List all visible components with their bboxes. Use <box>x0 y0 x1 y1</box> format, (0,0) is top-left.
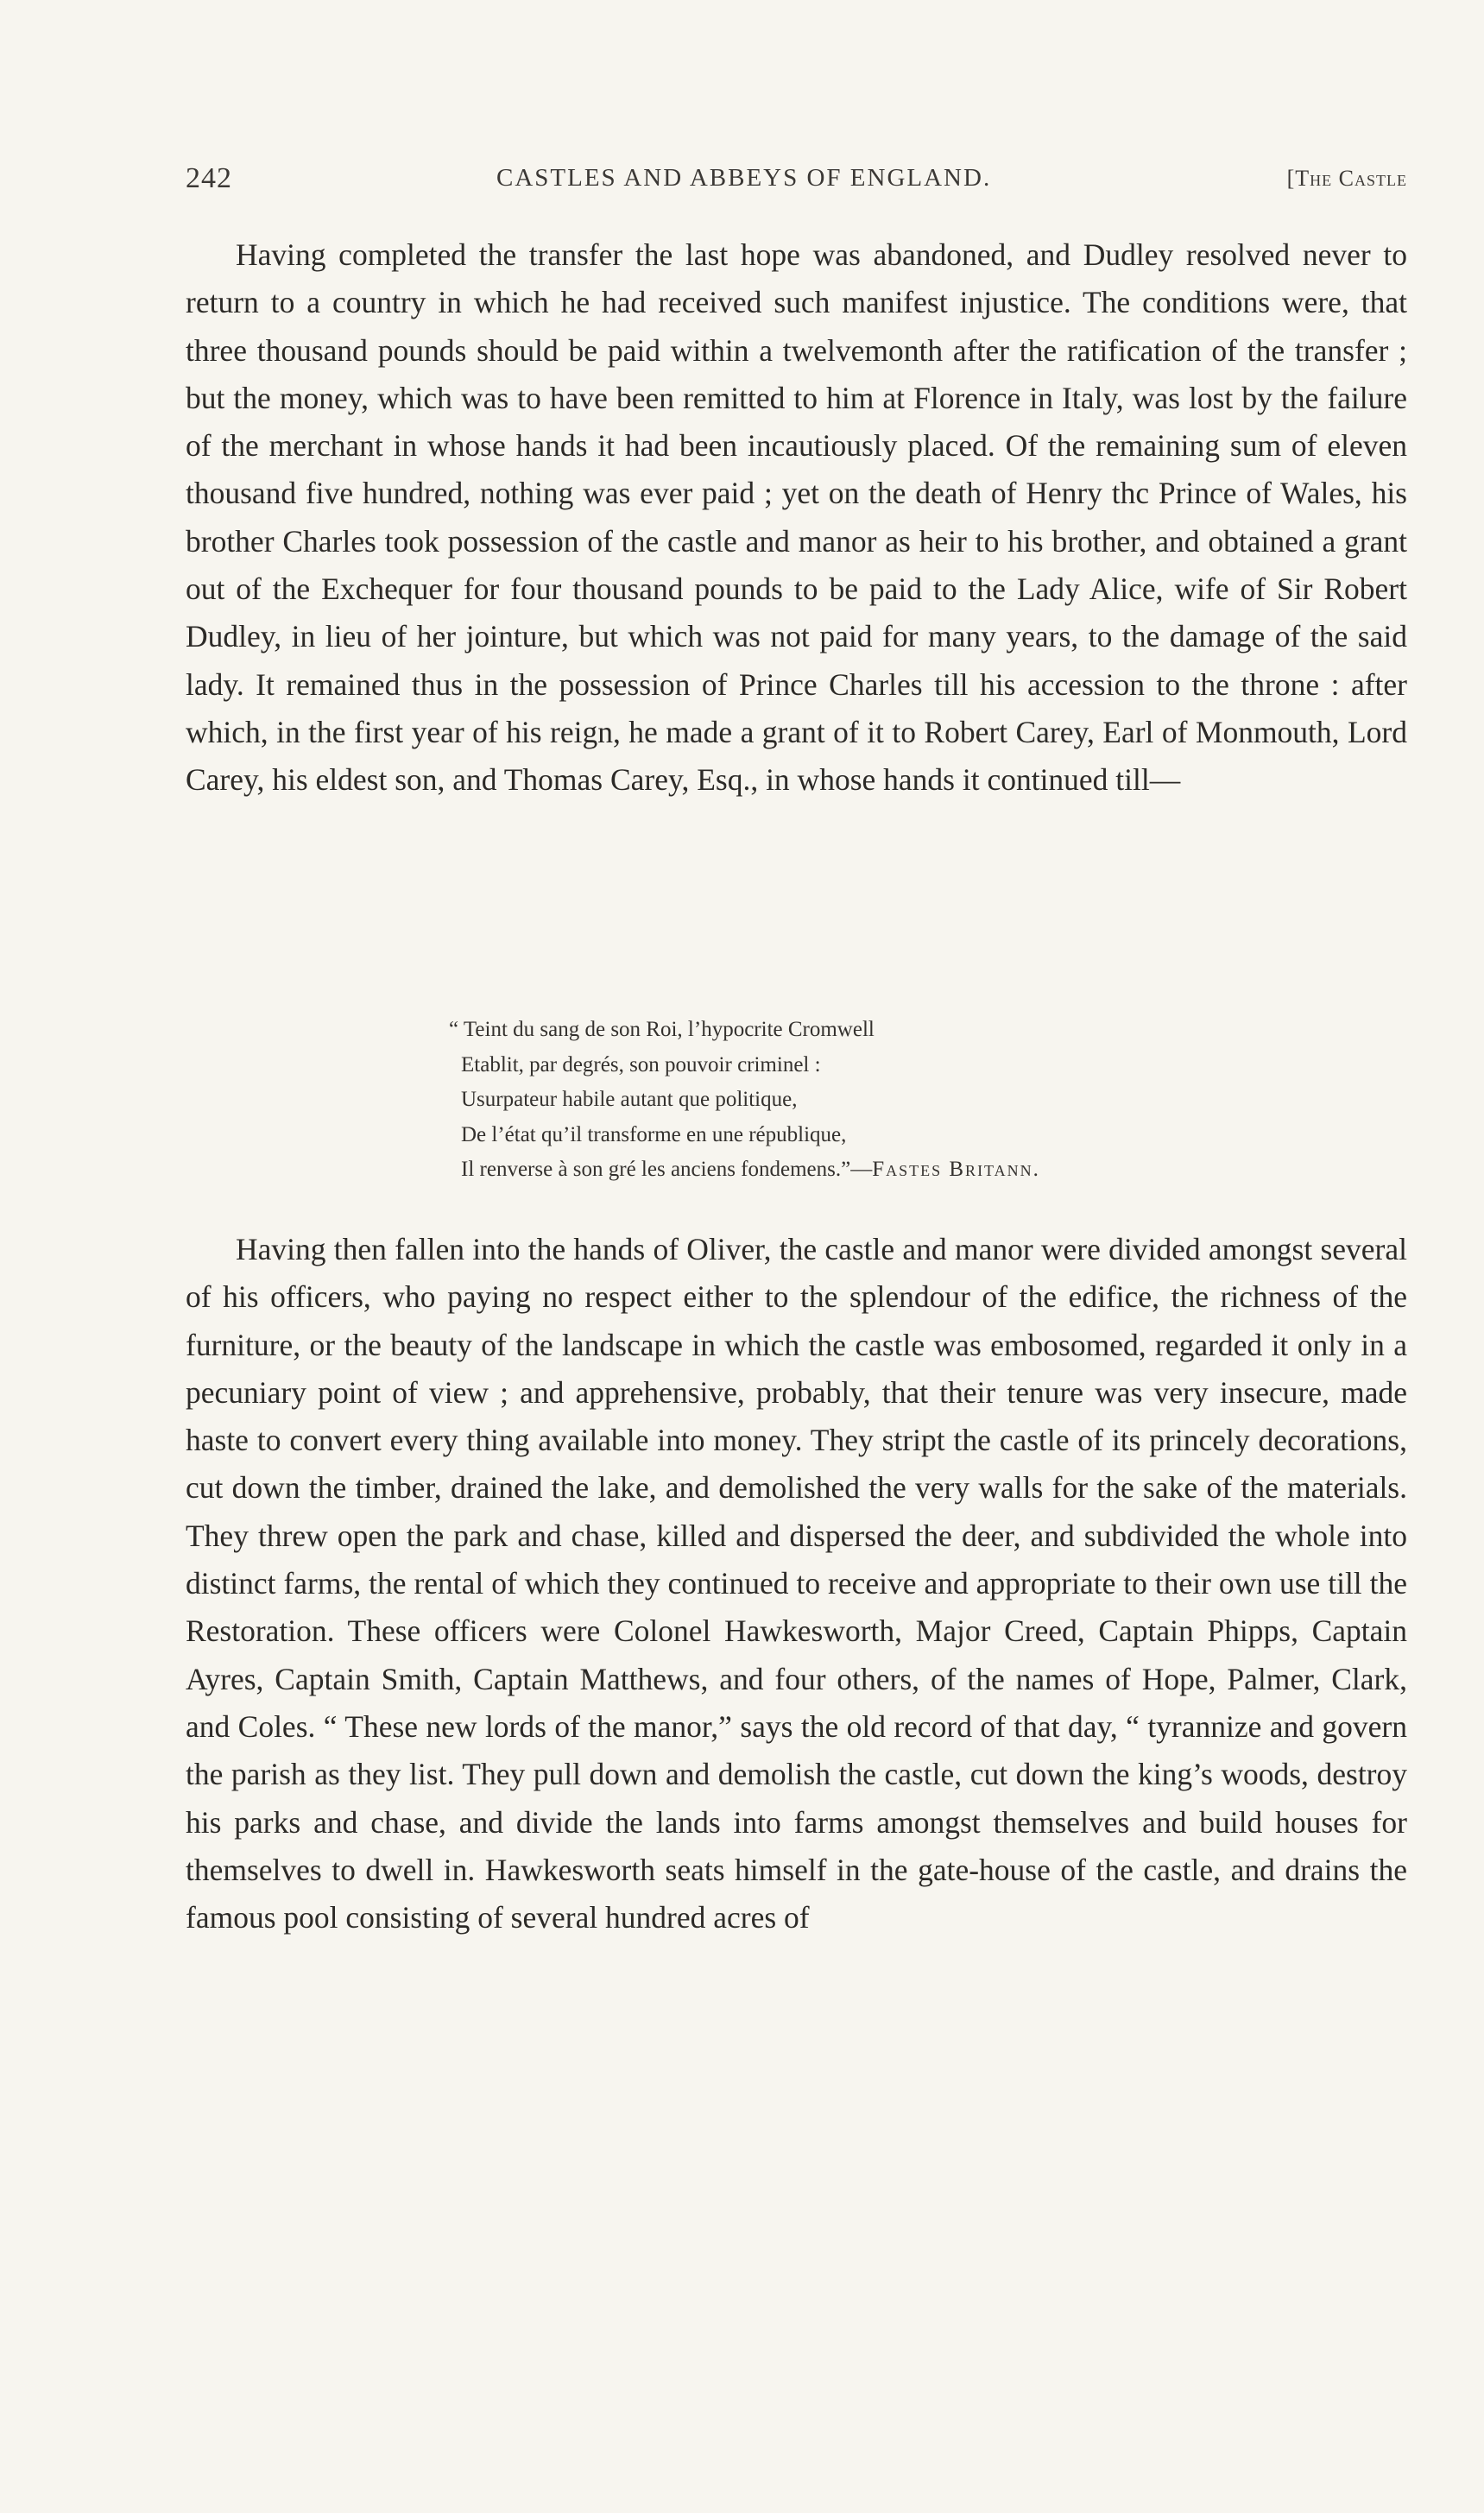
running-header <box>186 161 1407 204</box>
paragraph-text: Having completed the transfer the last hope was abandoned, and Dudley resolved never to return to a country in which he had received such manifest injustice. The conditions were, that three thousand pounds should be paid within a twelvemonth after the ratification of the transfer ; but the money, which was to have been remitted to him at Florence in Italy, was lost by the failure of the merchant in whose hands it had been incautiously placed. Of the remaining sum of eleven thousand five hundred, nothing was ever paid ; yet on the death of Henry thc Prince of Wales, his brother Charles took possession of the castle and manor as heir to his brother, and obtained a grant out of the Exchequer for four thousand pounds to be paid to the Lady Alice, wife of Sir Robert Dudley, in lieu of her jointure, but which was not paid for many years, to the damage of the said lady. It remained thus in the possession of Prince Charles till his accession to the throne : after which, in the first year of his reign, he made a grant of it to Robert Carey, Earl of Monmouth, Lord Carey, his eldest son, and Thomas Carey, Esq., in whose hands it continued till— <box>186 237 1407 798</box>
quote-line: “ Teint du sang de son Roi, l’hypocrite Cromwell <box>449 1018 875 1041</box>
quote-line-text: Il renverse à son gré les anciens fondemens.”— <box>461 1158 873 1181</box>
french-verse-quote <box>449 1013 1342 1188</box>
page-number: 242 <box>186 162 232 194</box>
quote-attribution: Fastes Britann. <box>872 1158 1040 1181</box>
paragraph-1 <box>186 231 1407 805</box>
paragraph-2 <box>186 1226 1407 1942</box>
section-tag: [The Castle <box>1286 166 1407 191</box>
quote-line: De l’état qu’il transforme en une république, <box>461 1122 847 1146</box>
paragraph-text: Having then fallen into the hands of Oliver, the castle and manor were divided amongst several of his officers, who paying no respect either to the splendour of the edifice, the richness of the furniture, or the beauty of the landscape in which the castle was embosomed, regarded it only in a pecuniary point of view ; and apprehensive, probably, that their tenure was very insecure, made haste to convert every thing available into money. They stript the castle of its princely decorations, cut down the timber, drained the lake, and demolished the very walls for the sake of the materials. They threw open the park and chase, killed and dispersed the deer, and subdivided the whole into distinct farms, the rental of which they continued to receive and appropriate to their own use till the Restoration. These officers were Colonel Hawkesworth, Major Creed, Captain Phipps, Captain Ayres, Captain Smith, Captain Matthews, and four others, of the names of Hope, Palmer, Clark, and Coles. “ These new lords of the manor,” says the old record of that day, “ tyrannize and govern the parish as they list. They pull down and demolish the castle, cut down the king’s woods, destroy his parks and chase, and divide the lands into farms amongst themselves and build houses for themselves to dwell in. Hawkesworth seats himself in the gate-house of the castle, and drains the famous pool consisting of several hundred acres of <box>186 1232 1407 1935</box>
running-title: CASTLES AND ABBEYS OF ENGLAND. <box>496 164 992 192</box>
quote-line: Etablit, par degrés, son pouvoir criminel : <box>461 1052 821 1077</box>
quote-line-last <box>461 1152 1342 1188</box>
quote-line: Usurpateur habile autant que politique, <box>461 1088 798 1111</box>
